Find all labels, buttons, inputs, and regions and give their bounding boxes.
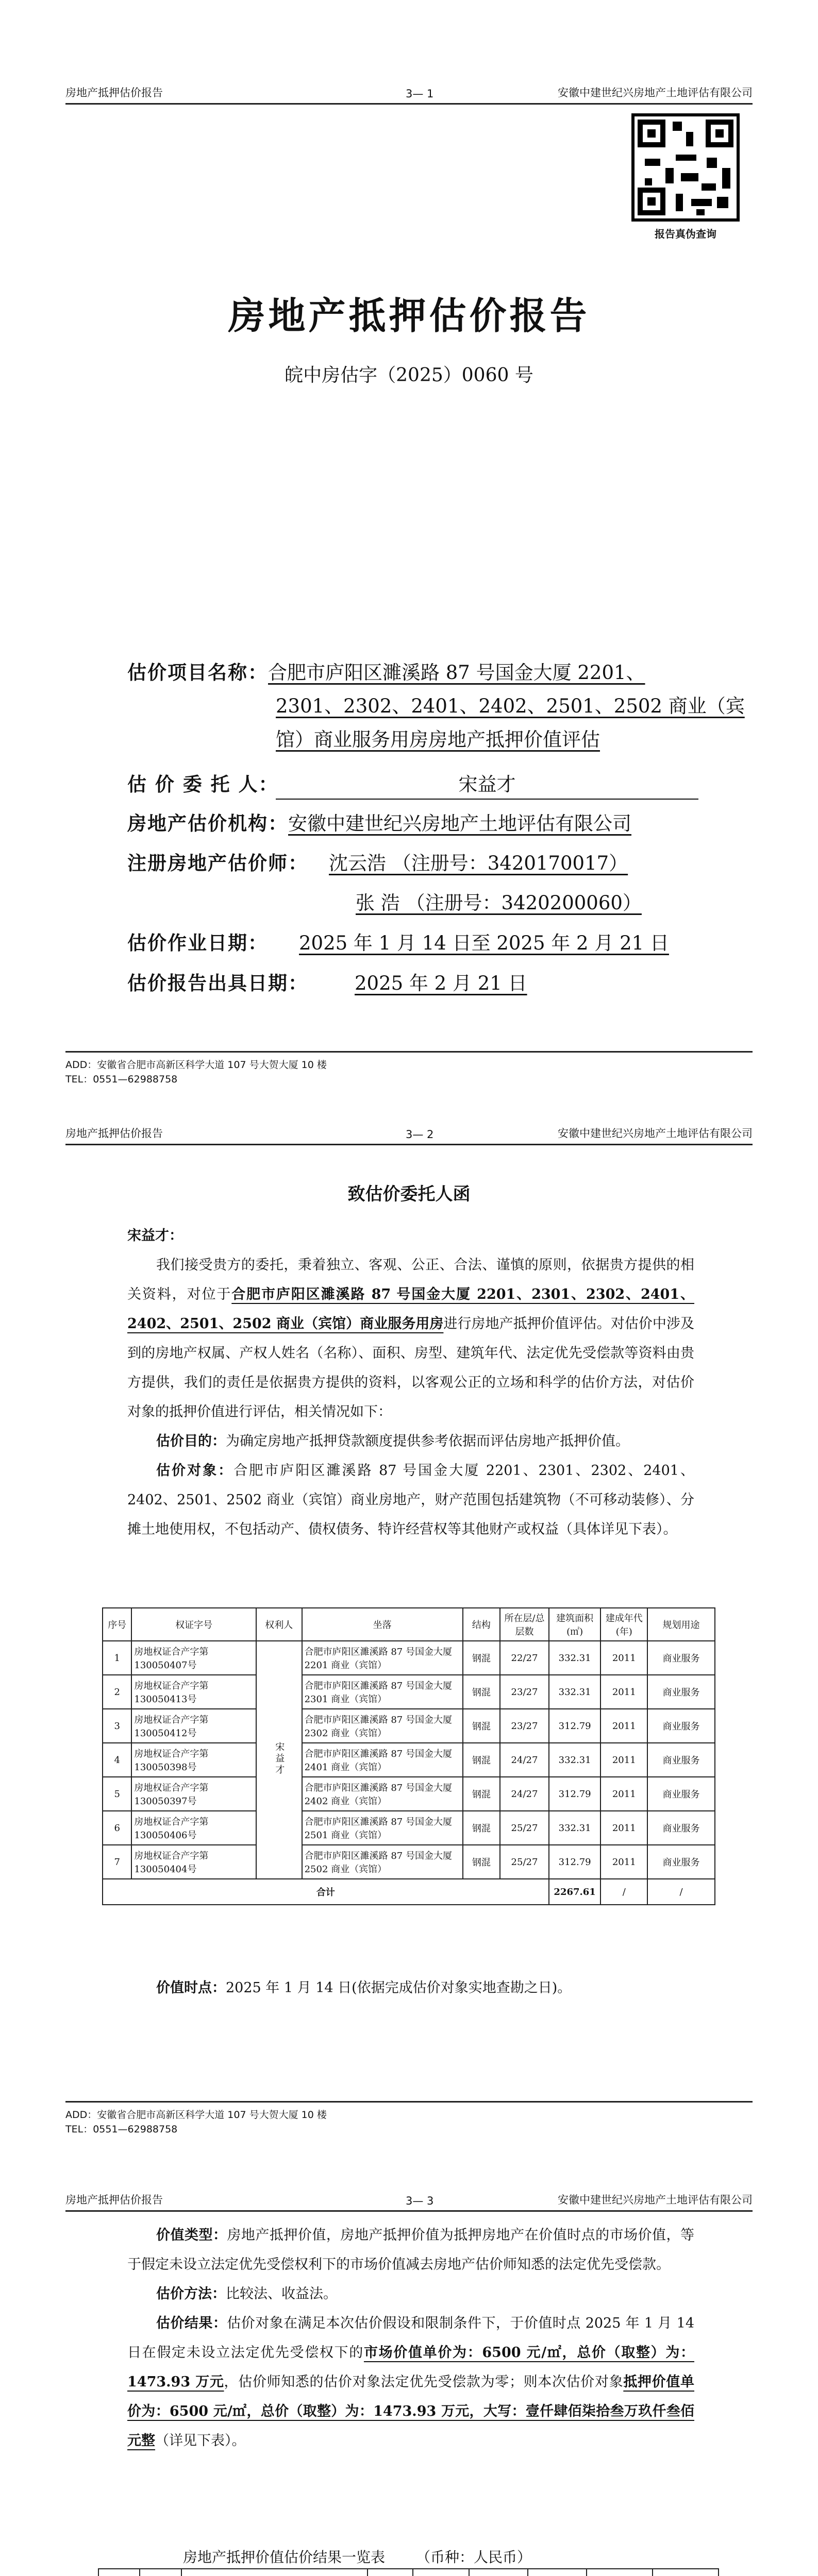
page-footer: ADD：安徽省合肥市高新区科学大道 107 号大贺大厦 10 楼 TEL：0551—62988758 — [65, 1051, 753, 1087]
report-number: 皖中房估字（2025）0060 号 — [285, 365, 533, 386]
table-row: 4 房地权证合产字第130050398号 合肥市庐阳区濉溪路 87 号国金大厦 2401 商业（宾馆） 钢混 24/27 332.31 2011 商业服务 — [103, 1743, 715, 1777]
letter-body — [127, 1221, 694, 1544]
salutation: 宋益才： — [127, 1228, 183, 1244]
letter-title: 致估价委托人函 — [347, 1184, 471, 1205]
page-header: 房地产抵押估价报告 3— 3 安徽中建世纪兴房地产土地评估有限公司 — [65, 2190, 753, 2212]
table-row: 1 房地权证合产字第130050407号 宋益才 合肥市庐阳区濉溪路 87 号国金大厦 2201 商业（宾馆） 钢混 22/27 332.31 2011 商业服务 — [103, 1641, 715, 1675]
results-body — [127, 2221, 694, 2455]
letter-value-date: 价值时点：2025 年 1 月 14 日(依据完成估价对象实地查勘之日)。 — [156, 1980, 572, 1996]
report-title: 房地产抵押估价报告 — [228, 294, 590, 337]
value-type: 价值类型：房地产抵押价值，房地产抵押价值为抵押房地产在价值时点的市场价值，等于假定未设立法定优先受偿权利下的市场价值减去房地产估价师知悉的法定优先受偿款。 — [127, 2227, 695, 2273]
org-field: 房地产估价机构：安徽中建世纪兴房地产土地评估有限公司 — [127, 812, 631, 835]
table-row: 2 房地权证合产字第130050413号 合肥市庐阳区濉溪路 87 号国金大厦 2301 商业（宾馆） 钢混 23/27 332.31 2011 商业服务 — [103, 1675, 715, 1709]
letter-intro: 我们接受贵方的委托，秉着独立、客观、公正、合法、谨慎的原则，依据贵方提供的相关资料，对位于合肥市庐阳区濉溪路 87 号国金大厦 2201、2301、2302、2401、2402、2501、2502 商业（宾馆）商业服务用房进行房地产抵押价值评估。对估价中涉及到的房地产权属、产权人姓名（名称）、面积、房型、建筑年代、法定优先受偿款等资料由贵方提供，我们的责任是依据贵方提供的资料，以客观公正的立场和科学的估价方法，对估价对象的抵押价值进行评估，相关情况如下： — [127, 1257, 695, 1420]
owner-cell: 宋益才 — [256, 1641, 302, 1879]
result: 估价结果：估价对象在满足本次估价假设和限制条件下，于价值时点 2025 年 1 月 14 日在假定未设立法定优先受偿权下的市场价值单价为：6500 元/㎡，总价（取整）为：1473.93 万元，估价师知悉的估价对象法定优先受偿款为零；则本次估价对象抵押价值单价为：6500 元/㎡，总价（取整）为：1473.93 万元，大写：壹仟肆佰柒拾叁万玖仟叁佰元整（详见下表）。 — [127, 2315, 694, 2449]
table-row: 3 房地权证合产字第130050412号 合肥市庐阳区濉溪路 87 号国金大厦 2302 商业（宾馆） 钢混 23/27 312.79 2011 商业服务 — [103, 1709, 715, 1743]
page-letter — [0, 1092, 818, 2195]
table-row: 5 房地权证合产字第130050397号 合肥市庐阳区濉溪路 87 号国金大厦 2402 商业（宾馆） 钢混 24/27 312.79 2011 商业服务 — [103, 1777, 715, 1811]
project-name-field: 估价项目名称：合肥市庐阳区濉溪路 87 号国金大厦 2201、 — [127, 661, 645, 684]
page-results — [0, 2190, 818, 2576]
qr-caption: 报告真伪查询 — [655, 228, 716, 240]
client-value: 宋益才 — [276, 769, 698, 800]
object: 估价对象：合肥市庐阳区濉溪路 87 号国金大厦 2201、2301、2302、2401、2402、2501、2502 商业（宾馆）商业房地产，财产范围包括建筑物（不可移动装修）、分摊土地使用权，不包括动产、债权债务、特许经营权等其他财产或权益（具体详见下表）。 — [127, 1463, 694, 1537]
qr-code-icon[interactable] — [631, 113, 740, 222]
work-date-field: 估价作业日期： 2025 年 1 月 14 日至 2025 年 2 月 21 日 — [127, 931, 669, 954]
appraiser-field: 注册房地产估价师： 沈云浩 （注册号：3420170017） — [127, 852, 628, 874]
project-name-line2: 2301、2302、2401、2402、2501、2502 商业（宾 — [276, 695, 745, 717]
result-table-title: 房地产抵押价值估价结果一览表 （币种：人民币） — [183, 2549, 532, 2566]
purpose: 估价目的：为确定房地产抵押贷款额度提供参考依据而评估房地产抵押价值。 — [156, 1433, 629, 1449]
appraiser2-field: 张 浩 （注册号：3420200060） — [356, 892, 642, 914]
client-field: 估 价 委 托 人： — [127, 773, 279, 795]
table-total-row: 合计 2267.61 / / — [103, 1879, 715, 1905]
page-header: 房地产抵押估价报告 3— 1 安徽中建世纪兴房地产土地评估有限公司 — [65, 82, 753, 105]
table-row: 6 房地权证合产字第130050406号 合肥市庐阳区濉溪路 87 号国金大厦 2501 商业（宾馆） 钢混 25/27 332.31 2011 商业服务 — [103, 1811, 715, 1845]
page-footer: ADD：安徽省合肥市高新区科学大道 107 号大贺大厦 10 楼 TEL：0551—62988758 — [65, 2101, 753, 2137]
issue-date-field: 估价报告出具日期： 2025 年 2 月 21 日 — [127, 972, 527, 994]
project-name-line3: 馆）商业服务用房房地产抵押价值评估 — [276, 728, 600, 751]
method: 估价方法：比较法、收益法。 — [156, 2286, 337, 2302]
page-cover — [0, 0, 818, 1103]
valuation-result-table — [98, 2568, 719, 2576]
property-table: 序号 权证字号 权利人 坐落 结构 所在层/总层数 建筑面积(㎡) 建成年代(年) 规划用途 1 房地权证合产字第130050407号 宋益才 合肥市庐阳区濉溪路 87 号国金大厦 2201 商业（宾馆） 钢混 22/27 332.31 2011 商业服务 2 房地权证合产字第130050413号 合肥市庐阳区濉溪路 87 号国金大厦 2301 商业（宾馆） 钢混 23/27 332.31 2011 商业服务 3 房地权证合产字第130050412号 合肥市庐阳区濉溪路 87 号国金大厦 2302 商业（宾馆） 钢混 23/27 312.79 2011 商业服务 4 房地权证合产字第130050398号 合肥市庐阳区濉溪路 87 号国金大厦 2401 商业（宾馆） 钢混 24/27 332.31 2011 商业服务 5 房地权证合产字第130050397号 合肥市庐阳区濉溪路 87 号国金大厦 2402 商业（宾馆） 钢混 24/27 312.79 2011 商业服务 6 房地权证合产字第130050406号 合肥市庐阳区濉溪路 87 号国金大厦 2501 商业（宾馆） 钢混 25/27 332.31 2011 商业服务 7 房地权证合产字第130050404号 合肥市庐阳区濉溪路 87 号国金大厦 2502 商业（宾馆） 钢混 25/27 312.79 2011 商业服务 合计 2267.61 / / — [102, 1607, 715, 1905]
page-header: 房地产抵押估价报告 3— 2 安徽中建世纪兴房地产土地评估有限公司 — [65, 1123, 753, 1145]
table-row: 7 房地权证合产字第130050404号 合肥市庐阳区濉溪路 87 号国金大厦 2502 商业（宾馆） 钢混 25/27 312.79 2011 商业服务 — [103, 1845, 715, 1879]
